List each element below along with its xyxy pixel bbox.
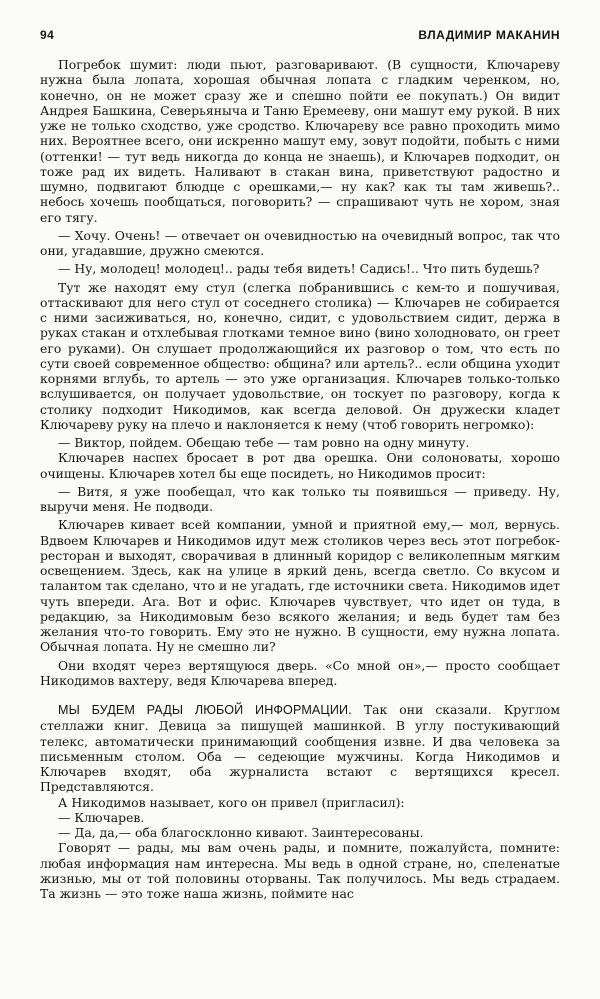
paragraph: Тут же находят ему стул (слегка побранившись с кем-то и пошучивая, оттаскивают для него стул от соседнего столика) — Ключарев не собирается с ними засиживаться, но, конечно, сидит, с удовольствием сидит, держа в руках стакан и отхлебывая глотками темное вино (вино холодновато, он греет его руками). Он слушает продолжающийся их разговор о том, что есть по сути своей современное общество: община? или артель?.. если община уходит корнями вглубь, то артель — это уже организация. Ключарев только-только вслушивается, он получает удовольствие, он тоскует по разговору, когда к столику подходит Никодимов, как всегда деловой. Он дружески кладет Ключареву руку на плечо и наклоняется к нему (чтоб говорить негромко): bbox=[40, 279, 560, 432]
section-paragraph bbox=[40, 702, 560, 795]
paragraph: Погребок шумит: люди пьют, разговаривают. (В сущности, Ключареву нужна была лопата, хорошая обычная лопата с гладким черенком, но, конечно, он не может сразу же и спешно пойти ее покупать.) Он видит Андрея Башкина, Северьяныча и Таню Еремееву, они машут ему рукой. В них уже не только сходство, уже сродство. Ключареву все равно проходить мимо них. Вероятнее всего, они искренно машут ему, зовут подойти, побыть с ними (оттенки! — тут ведь никогда до конца не знаешь), и Ключарев подходит, он тоже рад их видеть. Наливают в стакан вина, приветствуют радостно и шумно, подвигают блюдце с орешками,— ну как? как ты там живешь?.. небось хочешь пообщаться, поговорить? — спрашивают чуть не хором, зная его тягу. bbox=[40, 57, 560, 225]
section-first-text: Так они сказали. Круглом стеллажи книг. Девица за пишущей машинкой. В углу постукивающий телекс, автоматически принимающий сообщения извне. И два человека за письменным столом. Оба — седеющие мужчины. Когда Никодимов и Ключарев входят, оба журналиста встают с вертящихся кресел. Представляются. bbox=[40, 702, 560, 795]
paragraph: Они входят через вертящуюся дверь. «Со мной он»,— просто сообщает Никодимов вахтеру, ведя Ключарева вперед. bbox=[40, 657, 560, 688]
section-heading: МЫ БУДЕМ РАДЫ ЛЮБОЙ ИНФОРМАЦИИ. bbox=[58, 703, 352, 717]
paragraph: — Виктор, пойдем. Обещаю тебе — там ровно на одну минуту. bbox=[58, 435, 470, 450]
paragraph: — Витя, я уже пообещал, что как только ты появишься — приведу. Ну, выручи меня. Не подводи. bbox=[40, 483, 560, 514]
running-header bbox=[40, 28, 560, 46]
paragraph: — Хочу. Очень! — отвечает он очевидностью на очевидный вопрос, так что они, угадавшие, дружно смеются. bbox=[40, 227, 560, 258]
paragraph: — Да, да,— оба благосклонно кивают. Заинтересованы. bbox=[58, 825, 424, 840]
paragraph: Ключарев наспех бросает в рот два орешка. Они солоноваты, хорошо очищены. Ключарев хотел бы еще посидеть, но Никодимов просит: bbox=[40, 450, 560, 481]
body-text bbox=[40, 57, 560, 901]
paragraph: Ключарев кивает всей компании, умной и приятной ему,— мол, вернусь. Вдвоем Ключарев и Никодимов идут меж столиков через весь этот погребок-ресторан и выходят, сворачивая в длинный коридор с великолепным мягким освещением. Здесь, как на улице в яркий день, всегда светло. Со вкусом и талантом так сделано, что и не угадать, где источники света. Никодимов идет чуть впереди. Ага. Вот и офис. Ключарев чувствует, что идет он туда, в редакцию, за Никодимовым безо всякого желания; и ведь будет там без желания что-то говорить. Ему это не нужно. В сущности, ему нужна лопата. Обычная лопата. Ну не смешно ли? bbox=[40, 517, 560, 655]
paragraph: — Ну, молодец! молодец!.. рады тебя видеть! Садись!.. Что пить будешь? bbox=[58, 261, 540, 277]
paragraph: Говорят — рады, мы вам очень рады, и помните, пожалуйста, помните: любая информация нам интересна. Мы ведь в одной стране, но, спеленатые жизнью, мы от той половины оторваны. Так получилось. Мы ведь страдаем. Та жизнь — это тоже наша жизнь, поймите нас bbox=[40, 840, 560, 901]
paragraph: А Никодимов называет, кого он привел (пригласил): bbox=[58, 794, 405, 810]
running-author: ВЛАДИМИР МАКАНИН bbox=[418, 28, 560, 42]
page-number: 94 bbox=[40, 28, 55, 42]
paragraph: — Ключарев. bbox=[58, 809, 145, 825]
